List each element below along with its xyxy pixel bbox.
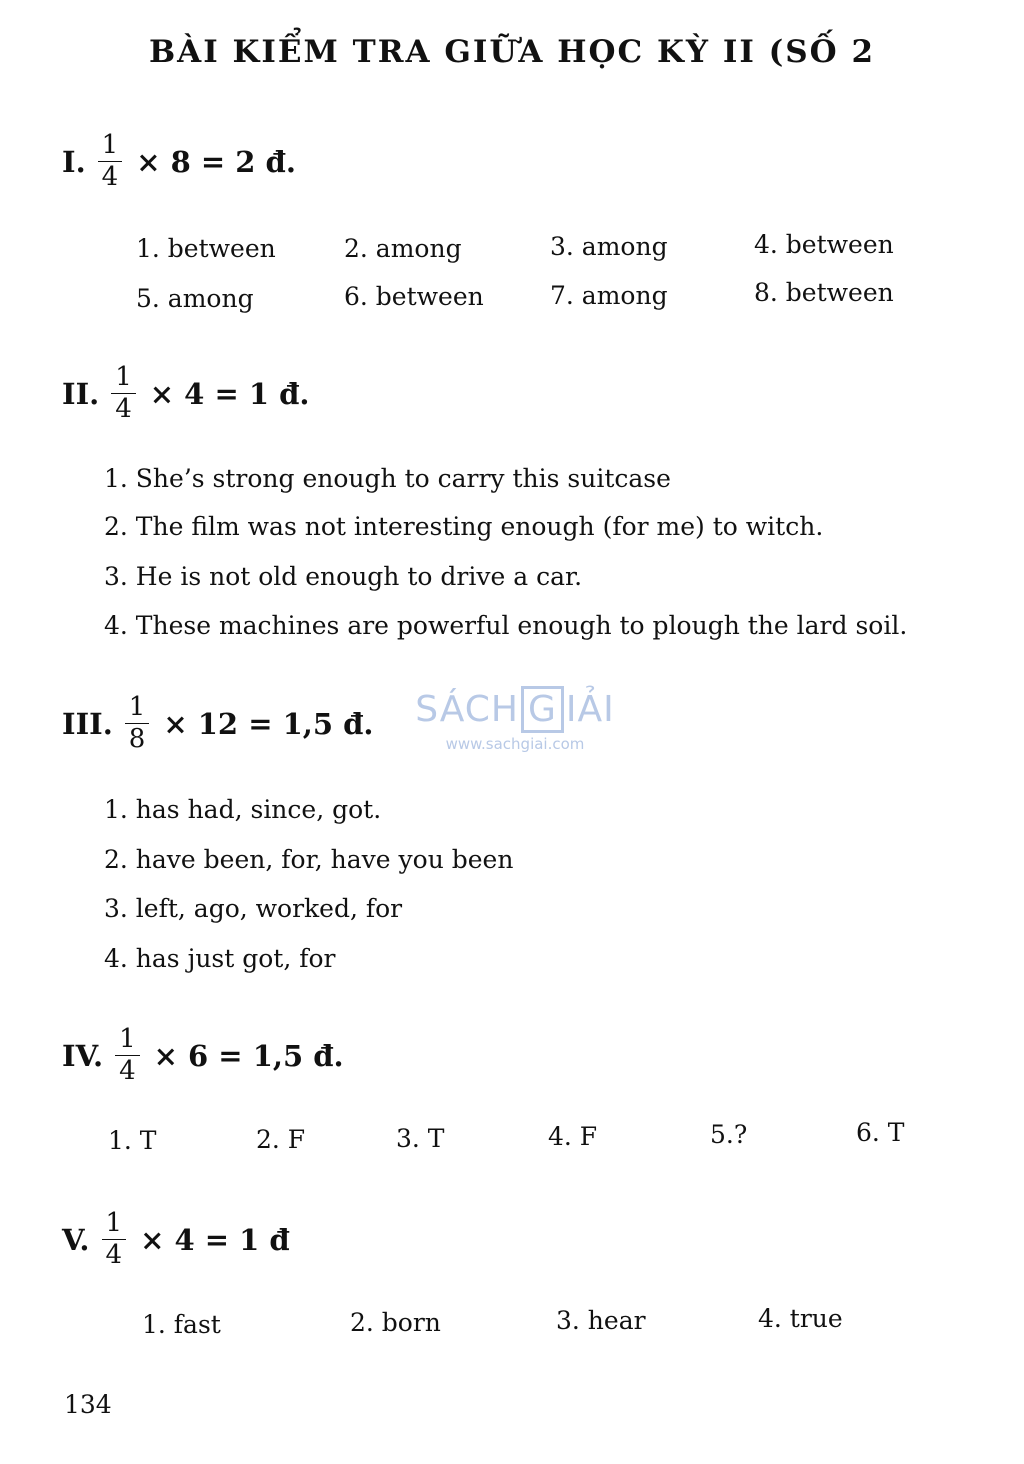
- fraction-numerator: 1: [125, 694, 150, 724]
- score-formula: × 4 = 1 đ: [140, 1222, 290, 1257]
- answer-item: 4. between: [754, 230, 894, 259]
- answer-item: 1. T: [108, 1126, 157, 1155]
- watermark-logo: SÁCH G IẢI: [410, 686, 620, 733]
- fraction: [111, 364, 136, 424]
- page-number: 134: [64, 1390, 112, 1419]
- score-formula: × 12 = 1,5 đ.: [163, 706, 374, 741]
- answer-item: 4. true: [758, 1304, 843, 1333]
- answer-item: 2. The film was not interesting enough (for me) to witch.: [104, 512, 824, 541]
- fraction-numerator: 1: [102, 1210, 127, 1240]
- answer-item: 2. F: [256, 1125, 306, 1154]
- fraction: [125, 694, 150, 754]
- section-numeral: I.: [62, 144, 86, 179]
- fraction: [102, 1210, 127, 1270]
- answer-item: 2. born: [350, 1308, 441, 1337]
- answer-item: 2. have been, for, have you been: [104, 845, 514, 874]
- section-numeral: II.: [62, 376, 100, 411]
- section-2-heading: [62, 364, 310, 424]
- answer-item: 6. between: [344, 282, 484, 311]
- answer-item: 5. among: [136, 284, 254, 313]
- fraction-denominator: 8: [128, 724, 146, 755]
- answer-item: 7. among: [550, 281, 668, 310]
- section-numeral: V.: [62, 1222, 90, 1257]
- fraction-numerator: 1: [111, 364, 136, 394]
- section-numeral: III.: [62, 706, 113, 741]
- fraction-denominator: 4: [119, 1056, 136, 1087]
- fraction-denominator: 4: [105, 1240, 123, 1271]
- section-numeral: IV.: [62, 1038, 104, 1073]
- answer-item: 3. left, ago, worked, for: [104, 894, 403, 923]
- answer-item: 4. These machines are powerful enough to plough the lard soil.: [104, 611, 908, 640]
- watermark: [410, 686, 620, 753]
- score-formula: × 6 = 1,5 đ.: [153, 1038, 344, 1073]
- section-4-heading: [62, 1026, 344, 1086]
- answer-item: 1. between: [136, 234, 276, 263]
- answer-item: 4. has just got, for: [104, 944, 336, 973]
- fraction: [115, 1026, 140, 1086]
- answer-item: 4. F: [548, 1122, 598, 1151]
- answer-item: 5.?: [710, 1120, 748, 1149]
- fraction-denominator: 4: [101, 162, 119, 193]
- section-1-heading: [62, 132, 296, 192]
- answer-item: 2. among: [344, 234, 462, 263]
- fraction-numerator: 1: [115, 1026, 140, 1056]
- fraction-numerator: 1: [98, 132, 123, 162]
- answer-item: 1. has had, since, got.: [104, 795, 382, 824]
- answer-item: 6. T: [856, 1118, 905, 1147]
- fraction: [98, 132, 123, 192]
- answer-item: 8. between: [754, 278, 894, 307]
- answer-item: 3. among: [550, 232, 668, 261]
- section-3-heading: [62, 694, 374, 754]
- fraction-denominator: 4: [115, 394, 132, 425]
- answer-item: 1. She’s strong enough to carry this suitcase: [104, 464, 671, 493]
- watermark-url: www.sachgiai.com: [445, 735, 585, 753]
- answer-item: 3. T: [396, 1124, 445, 1153]
- score-formula: × 4 = 1 đ.: [149, 376, 310, 411]
- answer-item: 3. He is not old enough to drive a car.: [104, 562, 583, 591]
- section-5-heading: [62, 1210, 290, 1270]
- answer-item: 1. fast: [142, 1310, 221, 1339]
- answer-item: 3. hear: [556, 1306, 646, 1335]
- score-formula: × 8 = 2 đ.: [136, 144, 296, 179]
- page-title: BÀI KIỂM TRA GIỮA HỌC KỲ II (SỐ 2: [148, 34, 876, 70]
